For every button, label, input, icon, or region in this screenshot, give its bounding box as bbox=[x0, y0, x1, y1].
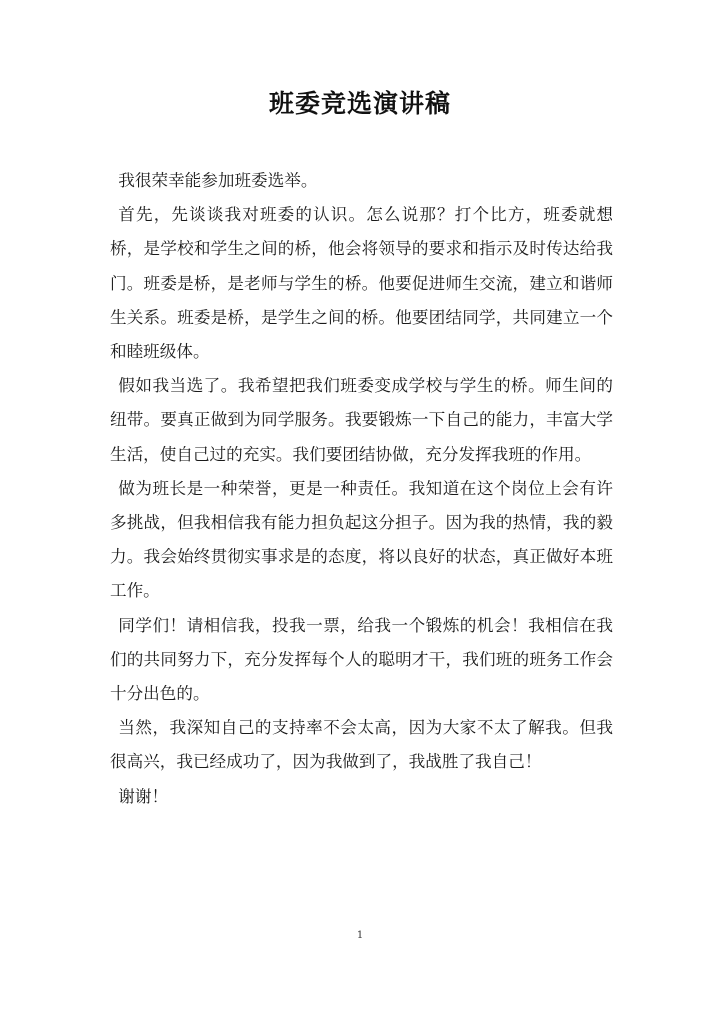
paragraph-appeal: 同学们！请相信我，投我一票，给我一个锻炼的机会！我相信在我们的共同努力下，充分发挥每个人的聪明才干，我们班的班务工作会十分出色的。 bbox=[110, 615, 613, 704]
paragraph-understanding: 首先，先谈谈我对班委的认识。怎么说那？打个比方，班委就想桥，是学校和学生之间的桥，他会将领导的要求和指示及时传达给我门。班委是桥，是老师与学生的桥。他要促进师生交流，建立和谐师生关系。班委是桥，是学生之间的桥。他要团结同学，共同建立一个和睦班级体。 bbox=[110, 205, 613, 362]
paragraph-conclusion: 当然，我深知自己的支持率不会太高，因为大家不太了解我。但我很高兴，我已经成功了，因为我做到了，我战胜了我自己！ bbox=[110, 718, 613, 772]
paragraph-if-elected: 假如我当选了。我希望把我们班委变成学校与学生的桥。师生间的纽带。要真正做到为同学服务。我要锻炼一下自己的能力，丰富大学生活，使自己过的充实。我们要团结协做，充分发挥我班的作用。 bbox=[110, 376, 613, 464]
page-number: 1 bbox=[356, 930, 364, 941]
paragraph-intro: 我很荣幸能参加班委选举。 bbox=[118, 171, 318, 190]
paragraph-responsibility: 做为班长是一种荣誉，更是一种责任。我知道在这个岗位上会有许多挑战，但我相信我有能力担负起这分担子。因为我的热情，我的毅力。我会始终贯彻实事求是的态度，将以良好的状态，真正做好本班工作。 bbox=[110, 478, 613, 601]
paragraph-thanks: 谢谢！ bbox=[118, 786, 169, 806]
document-title: 班委竞选演讲稿 bbox=[268, 89, 451, 118]
document-body bbox=[110, 164, 613, 814]
